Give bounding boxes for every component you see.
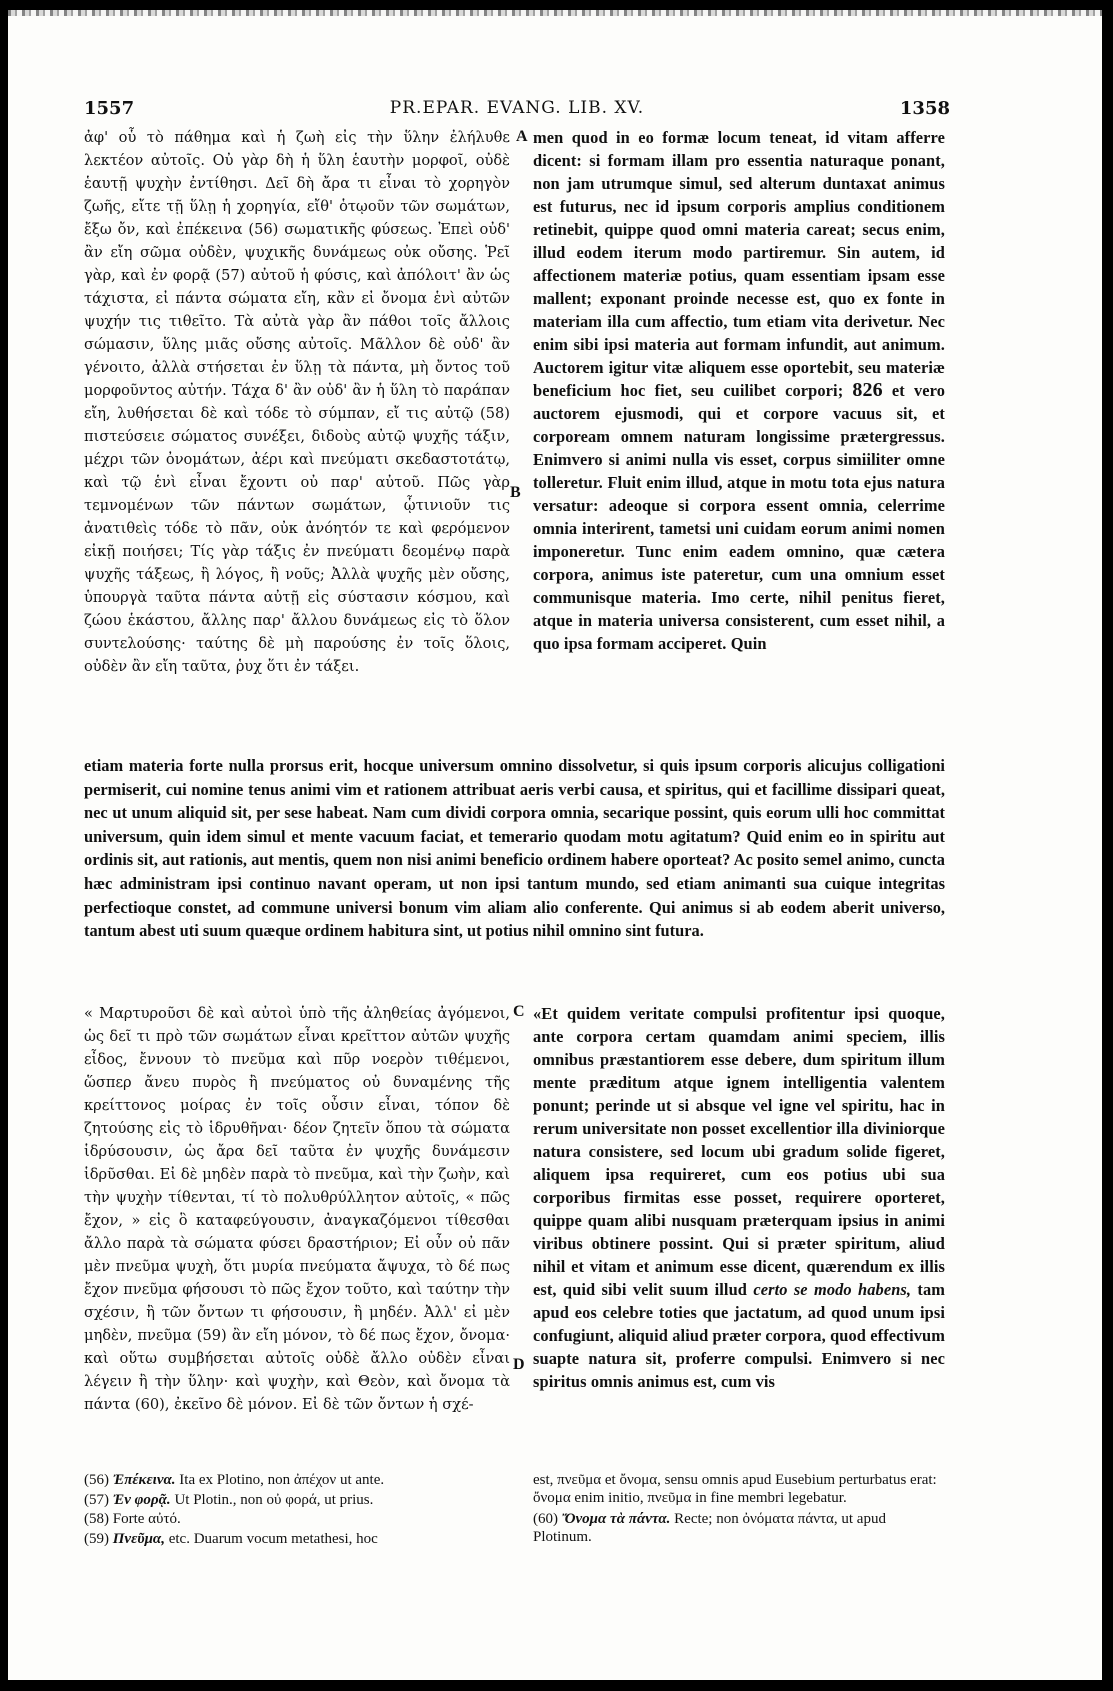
- inline-page-number: 826: [852, 379, 883, 401]
- greek-text-1: ἀφ' οὗ τὸ πάθημα καὶ ἡ ζωὴ εἰς τὴν ὕλην ἐλήλυθε λεκτέον αὐτοῖς. Οὐ γὰρ δὴ ἡ ὕλη ἑαυτὴν μορφοῖ, οὐδὲ ἑαυτῇ ψυχὴν ἐντίθησι. Δεῖ δὴ ἄρα τι εἶναι τὸ χορηγὸν ζωῆς, εἴτε τῇ ὕλῃ ἡ χορηγία, εἴθ' ὁτῳοῦν τῶν σωμάτων, ἔξω ὄν, καὶ ἐπέκεινα (56) σωματικῆς φύσεως. Ἐπεὶ οὐδ' ἂν εἴη σῶμα οὐδὲν, ψυχικῆς δυνάμεως οὐκ οὔσης. Ῥεῖ γὰρ, καὶ ἐν φορᾷ (57) αὐτοῦ ἡ φύσις, καὶ ἀπόλοιτ' ἂν ὡς τάχιστα, εἰ πάντα σώματα εἴη, κἂν εἰ ὄνομα ἑνὶ αὐτῶν ψυχήν τις τιθεῖτο. Τὰ αὐτὰ γὰρ ἂν πάθοι τοῖς ἄλλοις σώμασιν, ὕλης μιᾶς οὔσης αὐτοῖς. Μᾶλλον δὲ οὐδ' ἂν γένοιτο, ἀλλὰ στήσεται ἐν ὕλῃ τὰ πάντα, μὴ ὄντος τοῦ μορφοῦντος αὐτήν. Τάχα δ' ἂν οὐδ' ἂν ἡ ὕλη τὸ παράπαν εἴη, λυθήσεται δὲ καὶ τόδε τὸ σύμπαν, εἴ τις αὐτῷ (58) πιστεύσειε σώματος συνέξει, διδοὺς αὐτῷ ψυχῆς τάξιν, μέχρι τῶν ὀνομάτων, ἀέρι καὶ πνεύματι σκεδαστοτάτῳ, καὶ τῷ ἑνὶ εἶναι ἔχοντι οὐ παρ' αὐτοῦ. Πῶς γὰρ τεμνομένων τῶν πάντων σωμάτων, ᾧτινιοῦν τις ἀνατιθεὶς τόδε τὸ πᾶν, οὐκ ἀνόητόν τε καὶ φερόμενον εἰκῇ ποιήσει; Τίς γὰρ τάξις ἐν πνεύματι δεομένῳ παρὰ ψυχῆς τάξεως, ἢ λόγος, ἢ νοῦς; Ἀλλὰ ψυχῆς μὲν οὔσης, ὑπουργὰ ταῦτα πάντα αὐτῇ εἰς σύστασιν κόσμου, καὶ ζώου ἑκάστου, ἄλλης παρ' ἄλλου δυνάμεως εἰς τὸ ὅλον συντελούσης· ταύτης δὲ μὴ παρούσης ἐν τοῖς ὅλοις, οὐδὲν ἂν εἴη ταῦτα, ῥυχ ὅτι ἐν τάξει.: [84, 129, 510, 675]
- greek-column-1: [84, 126, 510, 678]
- footnotes-left: [84, 1472, 510, 1550]
- latin-text-1b: et vero auctorem ejusmodi, qui et corpore vacuus sit, et corpoream omnem naturam longissime prætergressus. Enimvero si animi nulla vis esset, corpus simiiliter omne tolleretur. Fluit enim illud, atque in motu tota ejus natura versatur: adeoque si corpora essent omnia, celerrime omnia interirent, tametsi uni cuidam eorum animi nomen imponeretur. Tunc enim eadem omnino, quæ cætera corpora, animus iste pateretur, cum una omnium esset communisque materia. Imo certe, nihil penitus fieret, atque in materia universa consisterent, cum esset nihil, a quo ipsa formam acciperet. Quin: [533, 381, 945, 653]
- footnote-59-continued: est, πνεῦμα et ὄνομα, sensu omnis apud Eusebium perturbatus erat: ὄνομα enim initio, πνεῦμα in fine membri legebatur.: [533, 1472, 937, 1506]
- latin-text-2a: «Et quidem veritate compulsi profitentur ipsi quoque, ante corpora certam quamdam animi speciem, illis omnibus præstantiorem esse debere, dum spiritum illum mente præditum atque ignem intelligentia valentem ponunt; perinde ut si absque vel igne vel spiritu, hac in rerum universitate non posset excellentior illa diviniorque natura consistere, sed locum ubi gradum solide figeret, aliquem ipsa requireret, cum eos potius ubi sua corporibus firmitas esse posset, requirere oporteret, quippe quam alibi nusquam præterquam ipsius in animi viribus obtinere possint. Qui si præter spiritum, aliud nihil et vitam et animum esse dicent, quærendum ex illis est, quid sibi velit suum illud: [533, 1004, 945, 1299]
- latin-full-width-paragraph: [84, 754, 945, 943]
- latin-column-2: [533, 1002, 945, 1393]
- running-title: PR.EPAR. EVANG. LIB. XV.: [389, 98, 645, 118]
- latin-text-full: etiam materia forte nulla prorsus erit, hocque universum omnino dissolvetur, si quis ipsum corporis alicujus colligationi permiserit, cui nomine tenus animi vim et rationem attribuat aeris verbi causa, et spiritus, qui et facillime dissipari queat, nec ut unum aliquid sit, per sese habeat. Nam cum dividi corpora omnia, secarique possint, quis eorum ulli hoc committat universum, quin idem simul et mente vacuum faciat, et temerario quodam motu agitatum? Quid enim eo in spiritu aut ordinis sit, aut rationis, aut mentis, quem non nisi animi beneficio ordinem habere oporteat? Ac posito semel animo, cuncta hæc administram ipsi continuo navant operam, ut non ipsi tantum mundo, sed etiam animanti sua cuique integritas perfectioque constet, ad commune universi bonum vim aliam alio conferente. Qui animus si ab eodem aberit universo, tantum abest uti suum quæque ordinem habitura sint, ut potius nihil omnino sint futura.: [84, 756, 945, 941]
- footnote-59: (59) Πνεῦμα, etc. Duarum vocum metathesi, hoc: [84, 1530, 378, 1547]
- page-number-left: 1557: [84, 98, 135, 119]
- margin-marker-b: B: [510, 484, 521, 501]
- page-number-right: 1358: [899, 98, 950, 119]
- scanned-page: [8, 10, 1102, 1680]
- margin-marker-a: A: [516, 128, 528, 145]
- latin-text-1a: men quod in eo formæ locum teneat, id vitam afferre dicent: si formam illam pro essentia naturaque ponant, non jam utrumque simul, sed alterum duntaxat animus est futurus, nec id ipsum corporis amplius conditionem retinebit, quippe quod omni materia careat; secus enim, illud eodem iterum modo partiremur. Sin autem, id affectionem materiæ potius, quam essentiam ipsam esse mallent; exponant proinde necesse est, quo ex fonte in materiam illa cum affectio, tum etiam vita derivetur. Nec enim sibi ipsi materia aut formam infundit, aut animum. Auctorem igitur vitæ aliquem esse oportebit, seu materiæ beneficium hoc fiet, seu cuilibet corpori;: [533, 128, 945, 400]
- latin-italic-phrase: certo se modo habens,: [753, 1280, 912, 1299]
- footnote-58: (58) Forte αὐτό.: [84, 1511, 181, 1527]
- scan-edge: [8, 10, 1102, 16]
- footnote-56: (56) Ἐπέκεινα. Ita ex Plotino, non ἀπέχον ut ante.: [84, 1472, 385, 1488]
- margin-marker-d: D: [513, 1356, 525, 1373]
- footnote-60: (60) Ὄνομα τὰ πάντα. Recte; non ὀνόματα πάντα, ut apud Plotinum.: [533, 1511, 886, 1545]
- greek-column-2: [84, 1002, 510, 1416]
- margin-marker-c: C: [513, 1003, 525, 1020]
- greek-text-2: « Μαρτυροῦσι δὲ καὶ αὐτοὶ ὑπὸ τῆς ἀληθείας ἀγόμενοι, ὡς δεῖ τι πρὸ τῶν σωμάτων εἶναι κρεῖττον αὐτῶν ψυχῆς εἶδος, ἔννουν τὸ πνεῦμα καὶ πῦρ νοερὸν τιθέμενοι, ὥσπερ ἄνευ πυρὸς ἢ πνεύματος οὐ δυναμένης τῆς κρείττονος μοίρας ἐν τοῖς οὖσιν εἶναι, τόπον δὲ ζητούσης εἰς τὸ ἱδρυθῆναι· δέον ζητεῖν ὅπου τὰ σώματα ἱδρύσουσιν, ὡς ἄρα δεῖ ταῦτα ἐν ψυχῆς δυνάμεσιν ἱδρῦσθαι. Εἰ δὲ μηδὲν παρὰ τὸ πνεῦμα, καὶ τὴν ζωὴν, καὶ τὴν ψυχὴν τίθενται, τί τὸ πολυθρύλλητον αὐτοῖς, « πῶς ἔχον, » εἰς ὃ καταφεύγουσιν, ἀναγκαζόμενοι τίθεσθαι ἄλλο παρὰ τὰ σώματα φύσει δραστήριον; Εἰ οὖν οὐ πᾶν μὲν πνεῦμα ψυχὴ, ὅτι μυρία πνεύματα ἄψυχα, τὸ δέ πως ἔχον πνεῦμα φήσουσι τὸ πῶς ἔχον τοῦτο, καὶ ταύτην τὴν σχέσιν, ἢ τῶν ὄντων τι φήσουσιν, ἢ μηδέν. Ἀλλ' εἰ μὲν μηδὲν, πνεῦμα (59) ἂν εἴη μόνον, τὸ δέ πως ἔχον, ὄνομα· καὶ οὕτω συμβήσεται αὐτοῖς οὐδὲ ἄλλο οὐδὲν εἶναι λέγειν ἢ τὴν ὕλην· καὶ ψυχὴν, καὶ Θεὸν, καὶ ὄνομα τὰ πάντα (60), ἐκεῖνο δὲ μόνον. Εἰ δὲ τῶν ὄντων ἡ σχέ-: [84, 1005, 510, 1413]
- footnote-57: (57) Ἐν φορᾷ. Ut Plotin., non οὐ φορά, ut prius.: [84, 1491, 374, 1508]
- page-header: [84, 98, 950, 128]
- footnotes-right: [533, 1472, 945, 1548]
- latin-column-1: [533, 126, 945, 655]
- latin-text-2b: tam apud eos celebre toties que jactatum, ad quod unum ipsi confugiunt, aliquid aliud præter corpora, quod effectivum suapte natura sit, proferre compulsi. Enimvero si nec spiritus omnis animus est, cum vis: [533, 1280, 946, 1391]
